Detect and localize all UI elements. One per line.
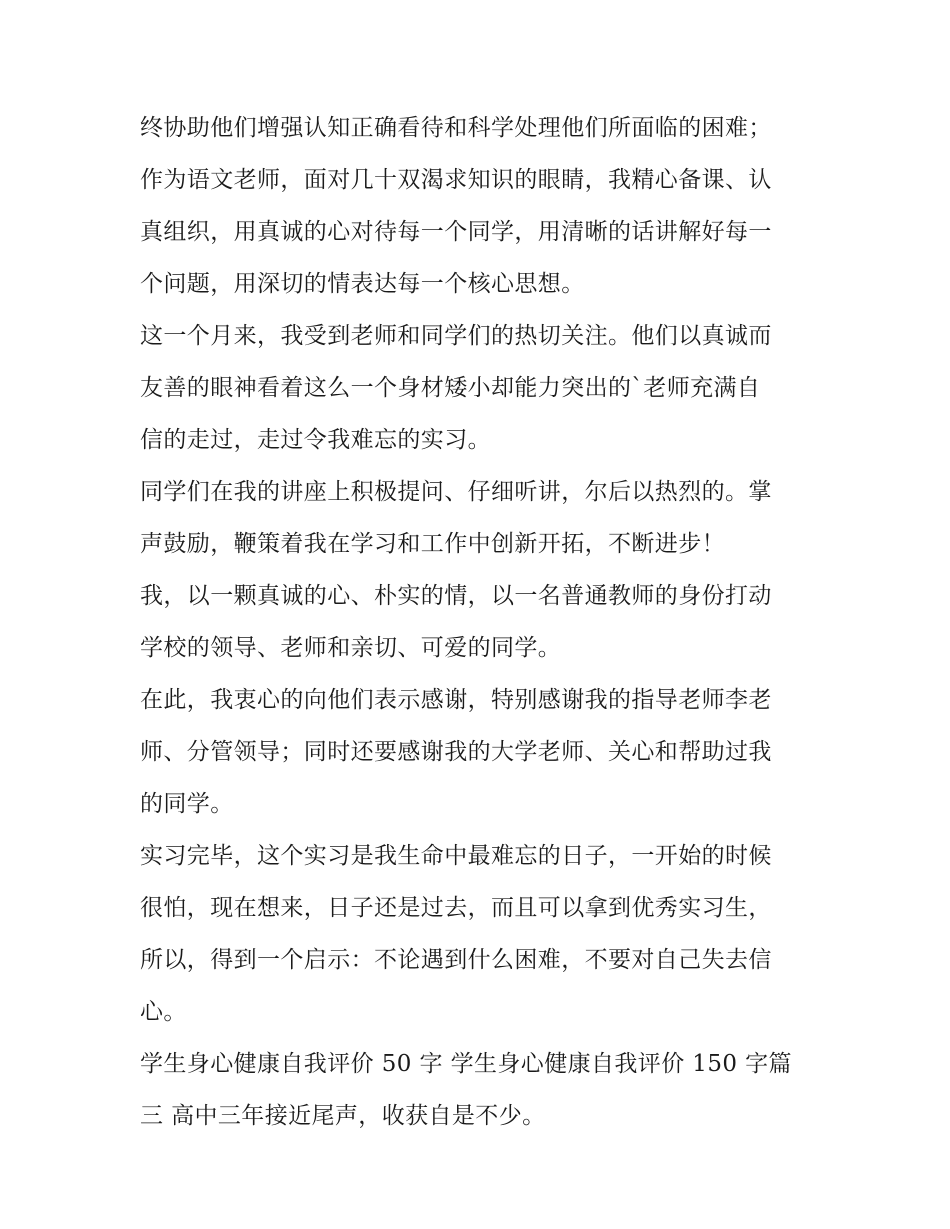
text-line-18: 心。: [140, 999, 187, 1025]
text-line-20: 三 高中三年接近尾声，收获自是不少。: [140, 1103, 546, 1129]
body-text: [140, 102, 820, 1142]
text-line-10: 我，以一颗真诚的心、朴实的情，以一名普通教师的身份打动: [140, 583, 772, 609]
text-line-15: 实习完毕，这个实习是我生命中最难忘的日子，一开始的时候: [140, 843, 772, 869]
text-line-7: 信的走过，走过令我难忘的实习。: [140, 427, 491, 453]
text-line-2: 作为语文老师，面对几十双渴求知识的眼睛，我精心备课、认: [140, 167, 772, 193]
text-line-16: 很怕，现在想来，日子还是过去，而且可以拿到优秀实习生，: [140, 895, 772, 921]
text-line-13: 师、分管领导；同时还要感谢我的大学老师、关心和帮助过我: [140, 739, 772, 765]
text-line-9: 声鼓励，鞭策着我在学习和工作中创新开拓，不断进步！: [140, 531, 725, 557]
text-line-6: 友善的眼神看着这么一个身材矮小却能力突出的`老师充满自: [140, 375, 761, 401]
text-line-11: 学校的领导、老师和亲切、可爱的同学。: [140, 635, 562, 661]
text-line-17: 所以，得到一个启示：不论遇到什么困难，不要对自己失去信: [140, 947, 772, 973]
text-line-19: 学生身心健康自我评价 50 字 学生身心健康自我评价 150 字篇: [140, 1051, 792, 1077]
text-line-14: 的同学。: [140, 791, 234, 817]
text-line-4: 个问题，用深切的情表达每一个核心思想。: [140, 271, 585, 297]
text-line-1: 终协助他们增强认知正确看待和科学处理他们所面临的困难；: [140, 115, 772, 141]
text-line-3: 真组织，用真诚的心对待每一个同学，用清晰的话讲解好每一: [140, 219, 772, 245]
text-line-5: 这一个月来，我受到老师和同学们的热切关注。他们以真诚而: [140, 323, 772, 349]
text-line-8: 同学们在我的讲座上积极提问、仔细听讲，尔后以热烈的。掌: [140, 479, 772, 505]
text-line-12: 在此，我衷心的向他们表示感谢，特别感谢我的指导老师李老: [140, 687, 772, 713]
